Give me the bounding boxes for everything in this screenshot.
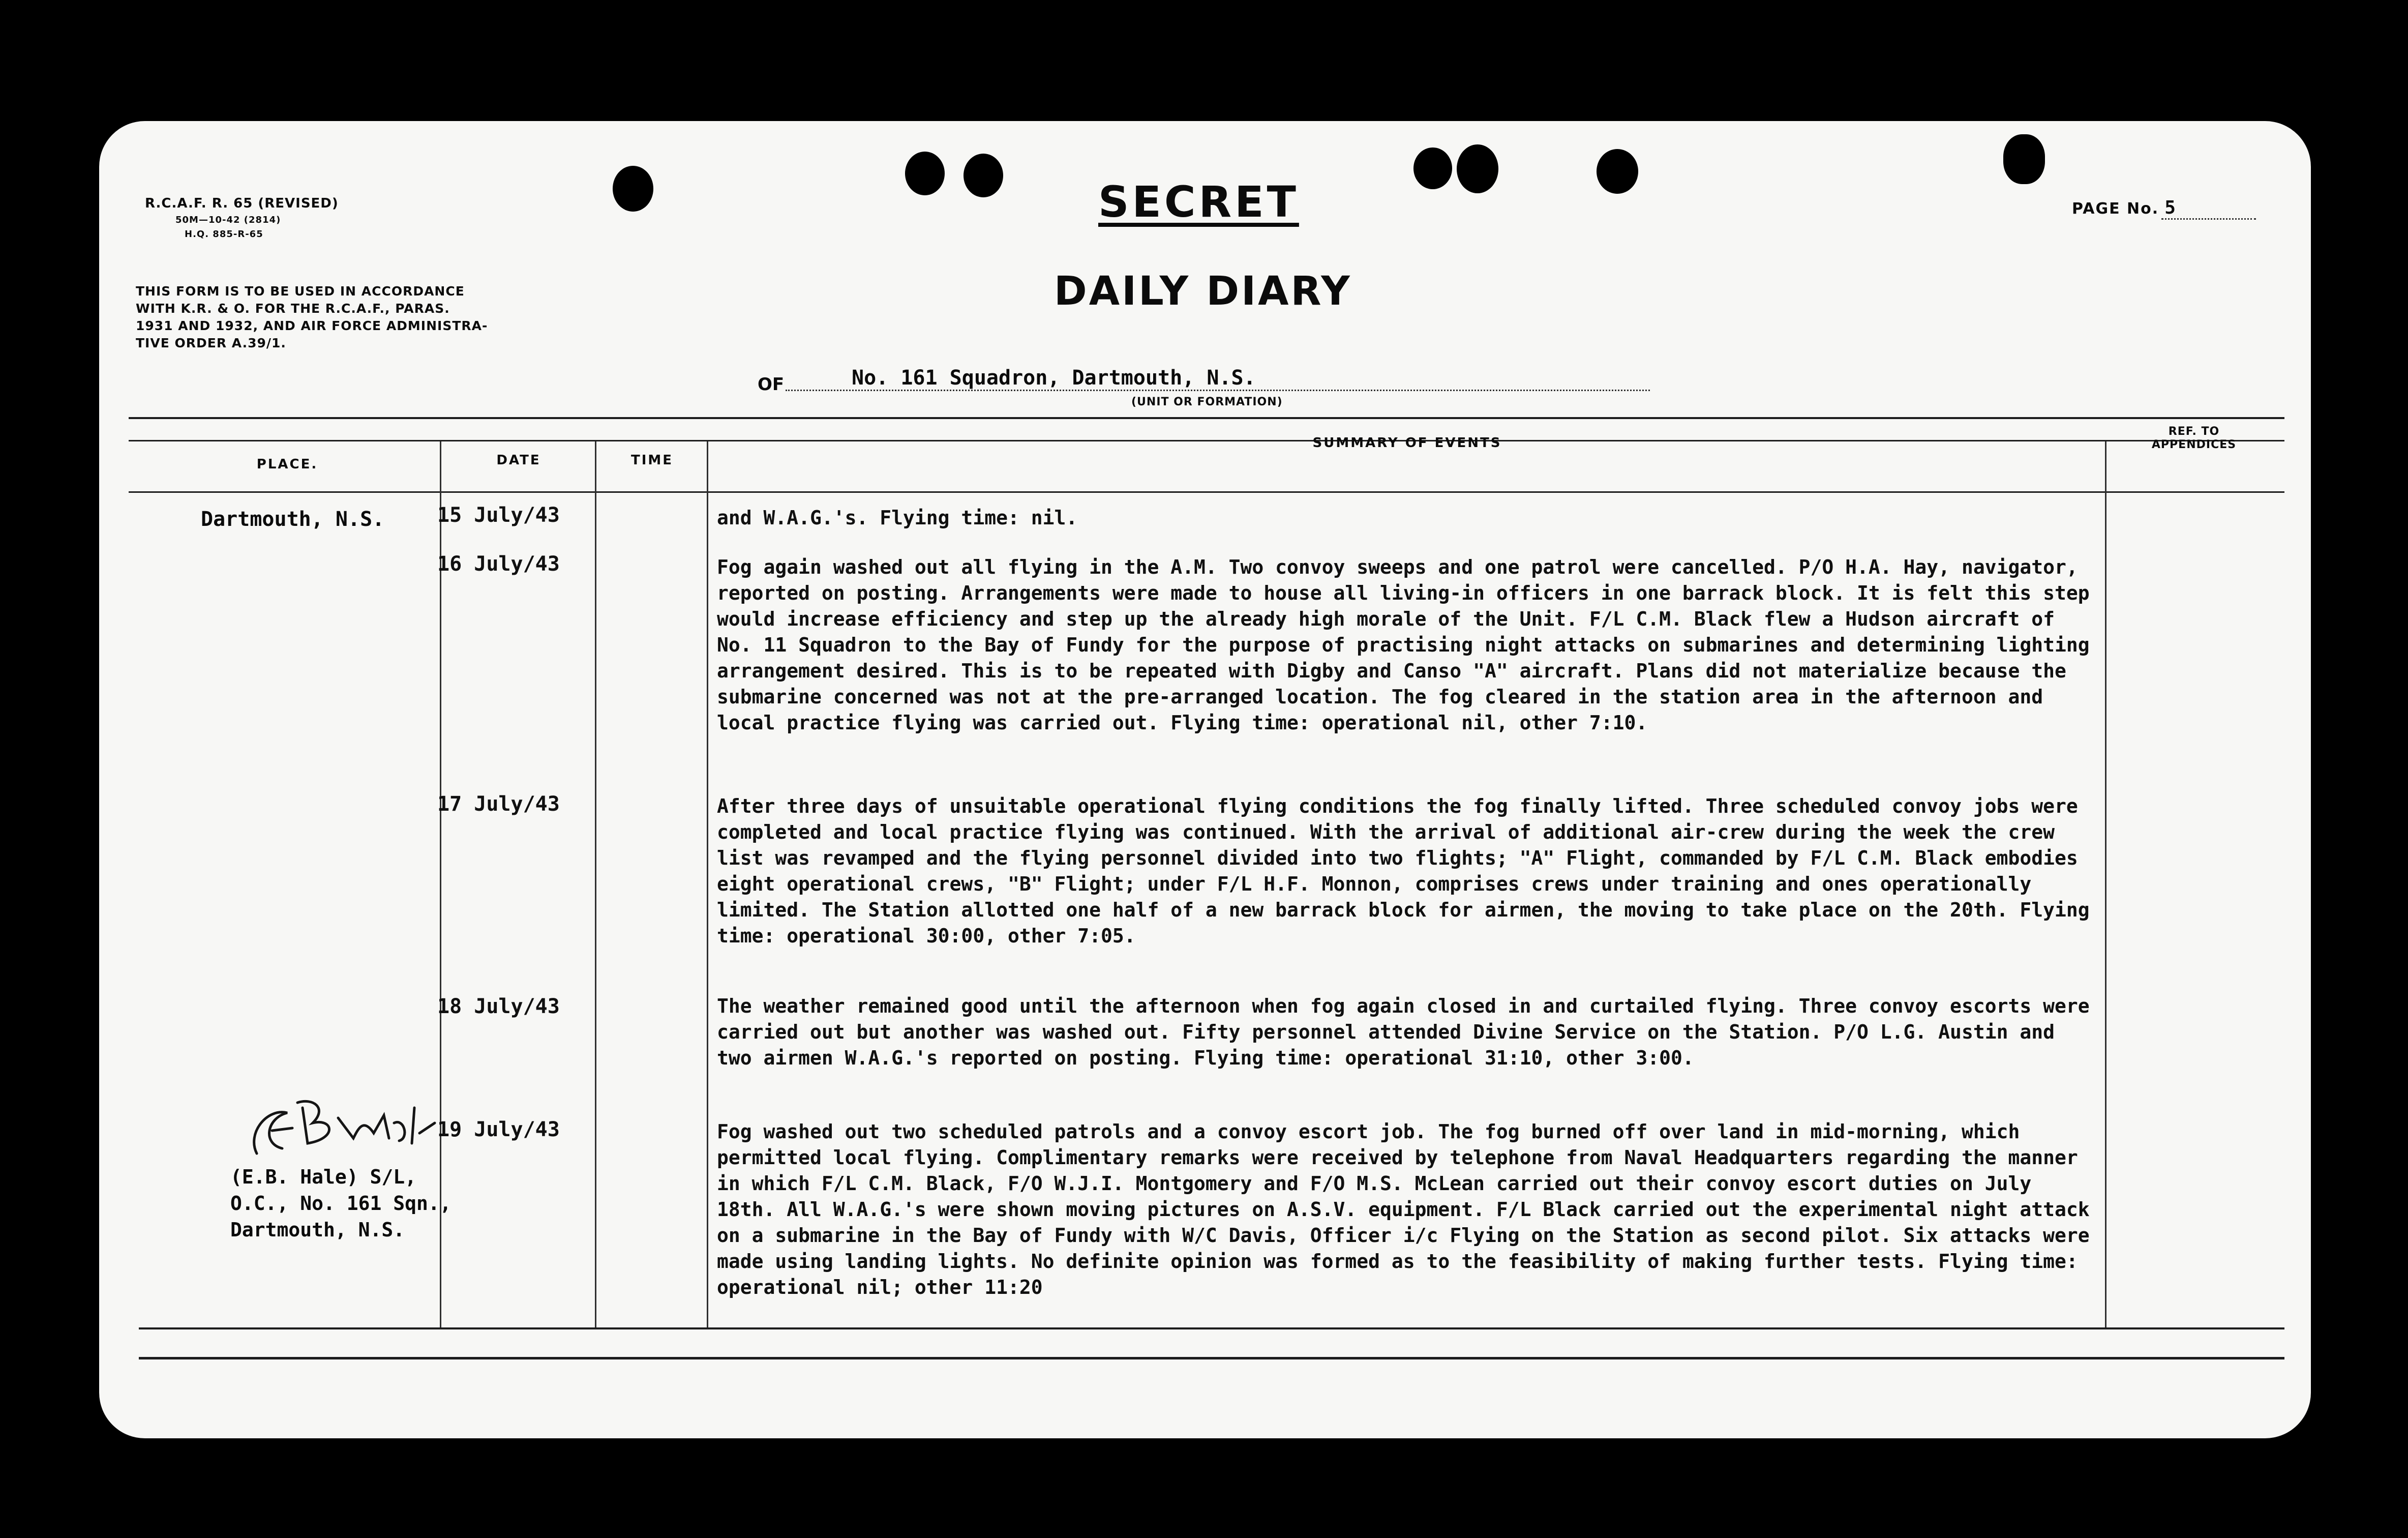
entry-date: 15 July/43 — [437, 504, 560, 527]
column-divider — [707, 441, 708, 1327]
entry-summary: After three days of unsuitable operational flying conditions the fog finally lifted. Three scheduled convoy jobs were completed and local practice flying was continued. With the arrival of additional air-crew during the week the crew list was revamped and the flying personnel divided into two flights; "A" Flight, commanded by F/L C.M. Black embodies eight operational crews, "B" Flight; under F/L H.F. Monnon, comprises crews under training and ones operationally limited. The Station allotted one half of a new barrack block for airmen, the moving to take place on the 20th. Flying time: operational 30:00, other 7:05. — [717, 795, 2101, 947]
unit-name: No. 161 Squadron, Dartmouth, N.S. — [786, 366, 1650, 391]
header-bottom-rule — [129, 491, 2284, 493]
signature-name: (E.B. Hale) S/L, — [230, 1166, 417, 1188]
place-cell: Dartmouth, N.S. — [201, 508, 385, 531]
entry-date: 17 July/43 — [437, 792, 560, 816]
instruction-line: TIVE ORDER A.39/1. — [136, 336, 286, 350]
instruction-line: 1931 AND 1932, AND AIR FORCE ADMINISTRA- — [136, 318, 488, 333]
column-divider — [595, 441, 596, 1327]
punch-hole — [2003, 134, 2045, 184]
entry-date: 16 July/43 — [437, 552, 560, 576]
diary-sheet — [99, 121, 2311, 1438]
page-number-value: 5 — [2161, 197, 2256, 220]
page-number-label: PAGE No. — [2072, 200, 2159, 218]
signature-title: O.C., No. 161 Sqn., — [230, 1192, 452, 1215]
column-header-time: TIME — [630, 453, 674, 468]
column-divider — [2105, 441, 2106, 1327]
ref-header-line: REF. TO — [2168, 425, 2220, 438]
document-title: DAILY DIARY — [1054, 269, 1352, 314]
handwritten-signature — [236, 1087, 450, 1174]
column-header-place: PLACE. — [256, 457, 318, 472]
page-number-field — [2072, 197, 2275, 220]
hq-code: H.Q. 885-R-65 — [185, 229, 263, 240]
column-header-ref — [2108, 425, 2280, 452]
classification-stamp: SECRET — [1098, 177, 1299, 227]
punch-hole — [1413, 147, 1452, 189]
punch-hole — [964, 154, 1003, 197]
punch-hole — [613, 166, 653, 212]
punch-hole — [1597, 149, 1638, 194]
entry-summary: Fog again washed out all flying in the A.M. Two convoy sweeps and one patrol were cancelled. P/O H.A. Hay, navigator, reported on posting. Arrangements were made to house all living-in officers in one barrack block. It is felt this step would increase efficiency and step up the already high morale of the Unit. F/L C.M. Black flew a Hudson aircraft of No. 11 Squadron to the Bay of Fundy for the purpose of practising night attacks on submarines and determining lighting arrangement desired. This is to be repeated with Digby and Canso "A" aircraft. Plans did not materialize because the submarine concerned was not at the pre-arranged location. The fog cleared in the station area in the afternoon and local practice flying was carried out. Flying time: operational nil, other 7:10. — [717, 556, 2101, 734]
table-bottom-rule — [139, 1327, 2284, 1329]
column-header-date: DATE — [496, 453, 541, 468]
punch-hole — [1457, 144, 1498, 193]
entry-summary: The weather remained good until the afternoon when fog again closed in and curtailed flying. Three convoy escorts were carried out but another was washed out. Fifty personnel attended Divine Service on the Station. P/O L.G. Austin and two airmen W.A.G.'s reported on posting. Flying time: operational 31:10, other 3:00. — [717, 995, 2101, 1069]
unit-caption: (UNIT OR FORMATION) — [1131, 396, 1283, 408]
table-top-rule — [129, 417, 2284, 419]
punch-hole — [905, 152, 945, 195]
ref-header-line: APPENDICES — [2151, 438, 2237, 451]
instruction-line: WITH K.R. & O. FOR THE R.C.A.F., PARAS. — [136, 301, 450, 316]
entry-date: 19 July/43 — [437, 1118, 560, 1141]
table-bottom-rule-2 — [139, 1357, 2284, 1359]
instruction-line: THIS FORM IS TO BE USED IN ACCORDANCE — [136, 284, 465, 299]
signature-location: Dartmouth, N.S. — [230, 1219, 405, 1241]
entry-summary: Fog washed out two scheduled patrols and a convoy escort job. The fog burned off over land in mid-morning, which permitted local flying. Complimentary remarks were received by telephone from Naval Headquarters regarding the manner in which F/L C.M. Black, F/O W.J.I. Montgomery and F/O M.S. McLean carried out their convoy escort duties on July 18th. All W.A.G.'s were shown moving pictures on A.S.V. equipment. F/L Black carried out the experimental night attack on a submarine in the Bay of Fundy with W/C Davis, Officer i/c Flying on the Station as second pilot. Six attacks were made using landing lights. No definite opinion was formed as to the feasibility of making further tests. Flying time: operational nil; other 11:20 — [717, 1120, 2101, 1298]
form-number: R.C.A.F. R. 65 (REVISED) — [145, 196, 339, 211]
entry-summary: and W.A.G.'s. Flying time: nil. — [717, 507, 1078, 529]
entry-date: 18 July/43 — [437, 995, 560, 1018]
print-code: 50M—10-42 (2814) — [175, 215, 281, 225]
of-label: OF — [758, 374, 785, 395]
signature-block — [230, 1164, 452, 1243]
form-instruction — [136, 283, 593, 352]
column-header-summary: SUMMARY OF EVENTS — [1312, 435, 1502, 451]
